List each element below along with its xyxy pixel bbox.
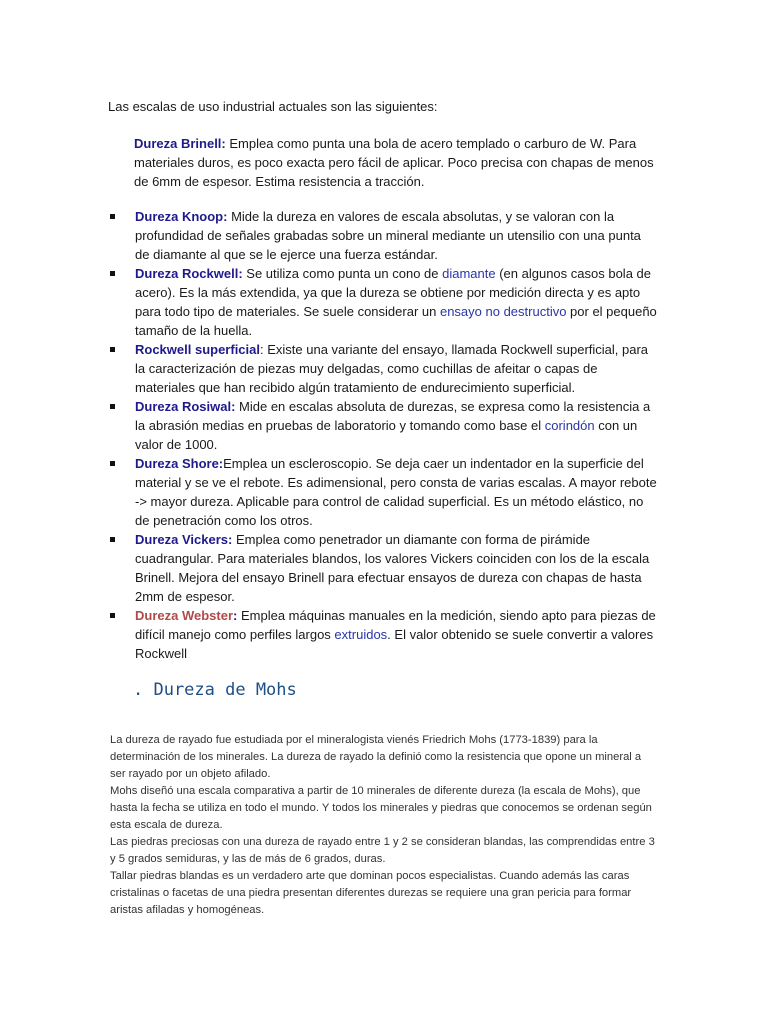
bullet-icon (110, 404, 115, 409)
rockwell-description-3: por el pequeño tamaño de la huella. (135, 304, 657, 338)
bullet-icon (110, 613, 115, 618)
brinell-paragraph (134, 134, 662, 191)
mohs-paragraph: La dureza de rayado fue estudiada por el mineralogista vienés Friedrich Mohs (1773-1839) para la determinación de los minerales. La dureza de rayado la definió como la resistencia que opone un mineral a ser rayado por un objeto afilado. (110, 734, 642, 780)
list-item-shore (108, 454, 658, 530)
mohs-paragraph: Tallar piedras blandas es un verdadero arte que dominan pocos especialistas. Cuando además las caras cristalinas o facetas de una piedra presentan diferentes durezas se requiere una gran pericia para formar aristas afiladas y homogéneas. (110, 870, 632, 916)
intro-text: Las escalas de uso industrial actuales son las siguientes: (108, 99, 438, 114)
shore-description: Emplea un escleroscopio. Se deja caer un indentador en la superficie del material y se ve el rebote. Es adimensional, pero consta de varias escalas. A mayor rebote -> mayor dureza. Aplicable para control de calidad superficial. Es un método elástico, no de penetración como los otros. (135, 456, 657, 528)
list-item-knoop (108, 207, 658, 264)
rockwell-superficial-description: : Existe una variante del ensayo, llamada Rockwell superficial, para la caracterización de piezas muy delgadas, como cuchillas de afeitar o capas de materiales que han recibido algún tratamiento de endurecimiento superficial. (135, 342, 649, 395)
knoop-description: Mide la dureza en valores de escala absolutas, y se valoran con la profundidad de señales grabadas sobre un mineral mediante un utensilio con una punta de diamante al que se le ejerce una fuerza estándar. (135, 209, 641, 262)
vickers-description: Emplea como penetrador un diamante con forma de pirámide cuadrangular. Para materiales blandos, los valores Vickers coinciden con los de la escala Brinell. Mejora del ensayo Brinell para efectuar ensayos de dureza con chapas de hasta 2mm de espesor. (135, 532, 650, 604)
ensayo-no-destructivo-link[interactable]: ensayo no destructivo (439, 304, 567, 319)
bullet-icon (110, 461, 115, 466)
bullet-icon (110, 214, 115, 219)
hardness-scales-list (108, 207, 658, 663)
rockwell-superficial-term: Rockwell superficial (135, 342, 260, 357)
webster-colon: : (233, 608, 238, 623)
corindon-link[interactable]: corindón (544, 418, 595, 433)
rosiwal-description-2: con un valor de 1000. (135, 418, 638, 452)
webster-description-1: Emplea máquinas manuales en la medición, siendo apto para piezas de difícil manejo como perfiles largos (135, 608, 656, 642)
webster-term[interactable]: Dureza Webster (135, 608, 234, 623)
bullet-icon (110, 347, 115, 352)
list-item-rockwell (108, 264, 658, 340)
rosiwal-term: Dureza Rosiwal: (135, 399, 236, 414)
brinell-description: Emplea como punta una bola de acero templado o carburo de W. Para materiales duros, es poco exacta pero fácil de aplicar. Poco precisa con chapas de menos de 6mm de espesor. Estima resistencia a tracción. (134, 136, 654, 189)
rosiwal-description-1: Mide en escalas absoluta de durezas, se expresa como la resistencia a la abrasión medias en pruebas de laboratorio y tomando como base el (135, 399, 651, 433)
list-item-rosiwal (108, 397, 658, 454)
list-item-rockwell-superficial (108, 340, 658, 397)
diamante-link[interactable]: diamante (442, 266, 496, 281)
rockwell-description-1: Se utiliza como punta un cono de (242, 266, 443, 281)
webster-description-2: . El valor obtenido se suele convertir a valores Rockwell (135, 627, 654, 661)
rockwell-description-2: (en algunos casos bola de acero). Es la más extendida, ya que la dureza se obtiene por medición directa y es apto para todo tipo de materiales. Se suele considerar un (135, 266, 651, 319)
mohs-paragraph: Mohs diseñó una escala comparativa a partir de 10 minerales de diferente dureza (la escala de Mohs), que hasta la fecha se utiliza en todo el mundo. Y todos los minerales y piedras que conocemos se ordenan según esta escala de dureza. (110, 785, 652, 831)
mohs-section (110, 732, 655, 919)
extruidos-link[interactable]: extruidos (334, 627, 388, 642)
rockwell-term: Dureza Rockwell: (135, 266, 243, 281)
knoop-term: Dureza Knoop: (135, 209, 228, 224)
list-item-webster (108, 606, 658, 663)
bullet-icon (110, 271, 115, 276)
list-item-vickers (108, 530, 658, 606)
mohs-paragraph: Las piedras preciosas con una dureza de rayado entre 1 y 2 se consideran blandas, las comprendidas entre 3 y 5 grados semiduras, y las de más de 6 grados, duras. (110, 836, 655, 865)
bullet-icon (110, 537, 115, 542)
mohs-heading: . Dureza de Mohs (133, 680, 297, 700)
brinell-term: Dureza Brinell: (134, 136, 226, 151)
vickers-term: Dureza Vickers: (135, 532, 233, 547)
shore-term: Dureza Shore: (135, 456, 224, 471)
